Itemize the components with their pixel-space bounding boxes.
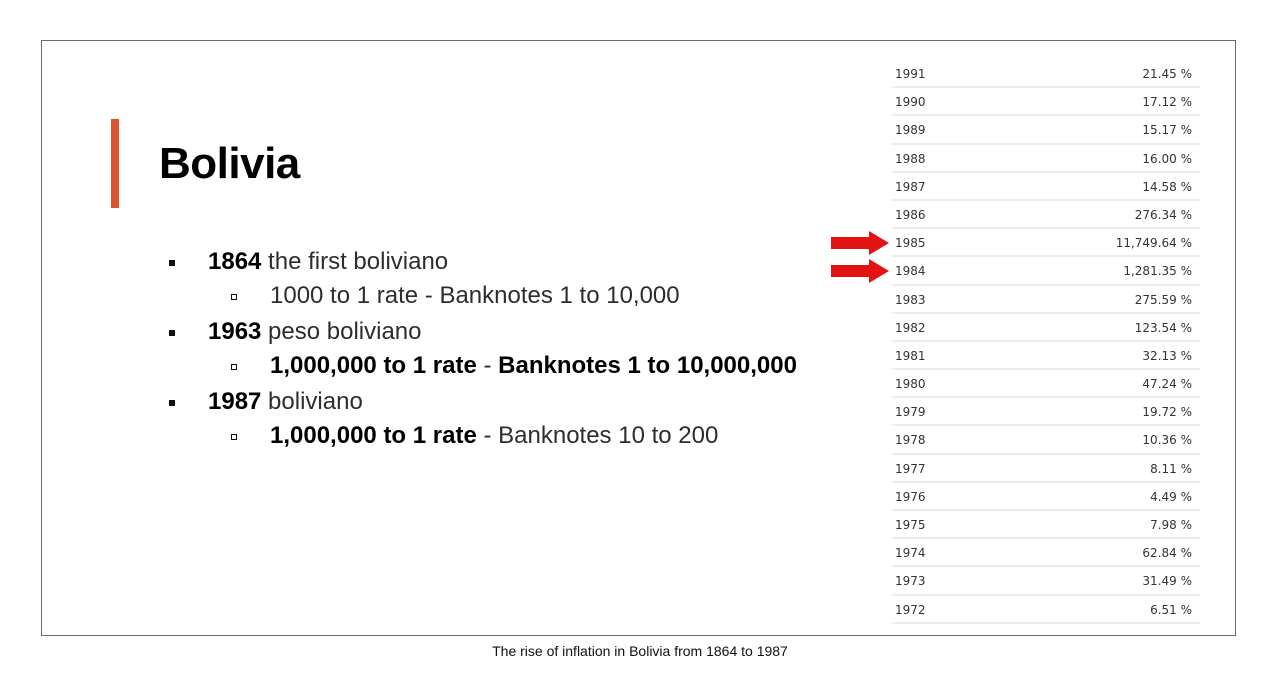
row-year: 1972: [895, 602, 926, 617]
row-inflation-value: 7.98 %: [1150, 518, 1192, 532]
row-year: 1982: [895, 320, 926, 335]
bullet-year: 1987: [208, 388, 262, 415]
table-row: [892, 370, 1200, 398]
table-row: [892, 145, 1200, 173]
row-inflation-value: 47.24 %: [1142, 377, 1192, 392]
row-year: 1975: [895, 518, 926, 532]
slide: [41, 40, 1236, 636]
table-row: [892, 483, 1200, 511]
row-year: 1976: [895, 489, 926, 504]
sub-bullet-bold: 1,000,000 to 1 rate: [270, 352, 477, 379]
red-arrow-icon: [831, 259, 889, 283]
row-year: 1985: [895, 236, 926, 251]
bullet-item: [166, 245, 886, 279]
sub-bullet-text: -: [476, 352, 499, 379]
row-year: 1988: [895, 151, 926, 166]
hollow-square-bullet-icon: [231, 294, 237, 300]
square-bullet-icon: [169, 400, 175, 406]
figure-caption: The rise of inflation in Bolivia from 1864 to 1987: [492, 643, 788, 659]
slide-title: Bolivia: [159, 139, 300, 188]
sub-bullet-item: [166, 419, 886, 455]
square-bullet-icon: [169, 330, 175, 336]
title-accent-bar: [111, 119, 119, 208]
table-row: [892, 88, 1200, 116]
row-inflation-value: 8.11 %: [1150, 461, 1192, 476]
row-inflation-value: 14.58 %: [1142, 179, 1192, 194]
bullet-item: [166, 385, 886, 419]
table-row: [892, 173, 1200, 201]
row-year: 1980: [895, 377, 926, 392]
row-year: 1986: [895, 207, 926, 222]
table-row: [892, 314, 1200, 342]
row-inflation-value: 16.00 %: [1142, 151, 1192, 166]
row-year: 1973: [895, 574, 926, 589]
row-inflation-value: 31.49 %: [1142, 574, 1192, 589]
row-year: 1983: [895, 292, 926, 307]
table-row: [892, 257, 1200, 285]
bullet-item: [166, 315, 886, 349]
sub-bullet-item: [166, 279, 886, 315]
hollow-square-bullet-icon: [231, 364, 237, 370]
table-row: [892, 398, 1200, 426]
table-row: [892, 286, 1200, 314]
bullet-text: the first boliviano: [261, 248, 449, 275]
bullet-year: 1864: [208, 248, 262, 275]
table-row: [892, 567, 1200, 595]
sub-bullet-item: [166, 349, 886, 385]
row-year: 1978: [895, 433, 926, 448]
row-year: 1979: [895, 405, 926, 420]
table-row: [892, 511, 1200, 539]
bullet-text: boliviano: [261, 388, 363, 415]
row-year: 1977: [895, 461, 926, 476]
row-year: 1974: [895, 546, 926, 561]
row-inflation-value: 6.51 %: [1150, 602, 1192, 617]
sub-bullet-text: 1000 to 1 rate - Banknotes 1 to 10,000: [270, 282, 680, 309]
row-inflation-value: 21.45 %: [1142, 67, 1192, 81]
row-inflation-value: 1,281.35 %: [1123, 264, 1192, 279]
table-row: [892, 426, 1200, 454]
row-inflation-value: 10.36 %: [1142, 433, 1192, 448]
bullet-list: [166, 245, 886, 455]
sub-bullet-text: - Banknotes 10 to 200: [476, 422, 719, 449]
row-inflation-value: 11,749.64 %: [1115, 236, 1192, 251]
row-year: 1984: [895, 264, 926, 279]
table-row: [892, 342, 1200, 370]
table-row: [892, 116, 1200, 144]
row-inflation-value: 123.54 %: [1134, 320, 1192, 335]
table-row: [892, 455, 1200, 483]
row-inflation-value: 276.34 %: [1134, 207, 1192, 222]
table-row: [892, 229, 1200, 257]
row-year: 1981: [895, 348, 926, 363]
row-inflation-value: 32.13 %: [1142, 348, 1192, 363]
red-arrow-icon: [831, 231, 889, 255]
row-year: 1989: [895, 123, 926, 138]
bullet-text: peso boliviano: [261, 318, 422, 345]
table-row: [892, 596, 1200, 624]
row-inflation-value: 15.17 %: [1142, 123, 1192, 138]
sub-bullet-bold: 1,000,000 to 1 rate: [270, 422, 477, 449]
table-row: [892, 539, 1200, 567]
row-inflation-value: 275.59 %: [1134, 292, 1192, 307]
bullet-year: 1963: [208, 318, 262, 345]
row-inflation-value: 4.49 %: [1150, 489, 1192, 504]
table-row: [892, 60, 1200, 88]
row-inflation-value: 62.84 %: [1142, 546, 1192, 561]
row-year: 1987: [895, 179, 926, 194]
sub-bullet-bold: Banknotes 1 to 10,000,000: [498, 352, 797, 379]
square-bullet-icon: [169, 260, 175, 266]
hollow-square-bullet-icon: [231, 434, 237, 440]
inflation-table: [892, 60, 1200, 624]
row-year: 1990: [895, 95, 926, 110]
row-year: 1991: [895, 67, 926, 81]
row-inflation-value: 17.12 %: [1142, 95, 1192, 110]
table-row: [892, 201, 1200, 229]
row-inflation-value: 19.72 %: [1142, 405, 1192, 420]
